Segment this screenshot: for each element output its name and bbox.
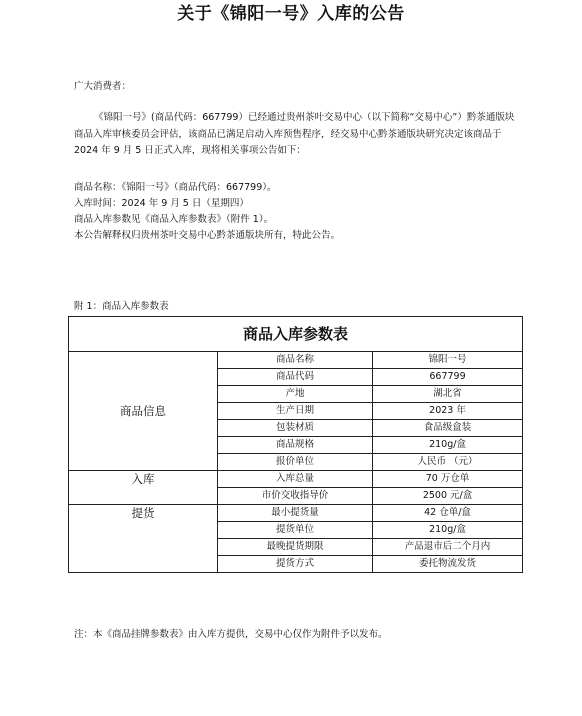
row-label: 市价交收指导价 (218, 488, 373, 505)
group-warehousing: 入库 (69, 471, 218, 505)
footnote: 注：本《商品挂牌参数表》由入库方提供，交易中心仅作为附件予以发布。 (74, 629, 388, 640)
detail-warehousing-time: 入库时间：2024 年 9 月 5 日（星期四） (74, 198, 249, 209)
row-value: 湖北省 (373, 386, 523, 403)
group-pickup: 提货 (69, 505, 218, 573)
detail-parameters-reference: 商品入库参数见《商品入库参数表》（附件 1）。 (74, 214, 274, 225)
row-label: 包装材质 (218, 420, 373, 437)
row-label: 入库总量 (218, 471, 373, 488)
table-caption-row (69, 317, 523, 352)
row-label: 商品规格 (218, 437, 373, 454)
row-value: 人民币 （元） (373, 454, 523, 471)
row-label: 商品代码 (218, 369, 373, 386)
row-value: 产品退市后二个月内 (373, 539, 523, 556)
row-label: 商品名称 (218, 352, 373, 369)
row-value: 食品级盒装 (373, 420, 523, 437)
row-label: 最晚提货期限 (218, 539, 373, 556)
table-row (69, 471, 523, 488)
table-row (69, 505, 523, 522)
parameters-table (68, 316, 523, 573)
row-value: 210g/盒 (373, 522, 523, 539)
row-value: 委托物流发货 (373, 556, 523, 573)
row-label: 产地 (218, 386, 373, 403)
body-paragraph (74, 110, 520, 160)
row-value: 2023 年 (373, 403, 523, 420)
row-value: 2500 元/盒 (373, 488, 523, 505)
row-label: 报价单位 (218, 454, 373, 471)
table-row (69, 352, 523, 369)
body-paragraph-text: 《锦阳一号》(商品代码：667799）已经通过贵州茶叶交易中心（以下简称“交易中心”）黔茶通版块商品入库审核委员会评估，该商品已满足启动入库预售程序，经交易中心黔茶通版块研究决定该商品于 2024 年 9 月 5 日正式入库，现将相关事项公告如下： (74, 112, 515, 156)
row-value: 667799 (373, 369, 523, 386)
table-caption: 商品入库参数表 (69, 317, 523, 352)
row-value: 锦阳一号 (373, 352, 523, 369)
salutation: 广大消费者： (74, 81, 132, 92)
row-label: 提货单位 (218, 522, 373, 539)
row-label: 生产日期 (218, 403, 373, 420)
row-value: 70 万仓单 (373, 471, 523, 488)
row-value: 210g/盒 (373, 437, 523, 454)
attachment-label: 附 1：商品入库参数表 (74, 301, 169, 312)
row-value: 42 仓单/盒 (373, 505, 523, 522)
group-product-info: 商品信息 (69, 352, 218, 471)
row-label: 提货方式 (218, 556, 373, 573)
detail-interpretation-rights: 本公告解释权归贵州茶叶交易中心黔茶通版块所有，特此公告。 (74, 230, 341, 241)
page-title: 关于《锦阳一号》入库的公告 (177, 4, 405, 24)
detail-product-name: 商品名称：《锦阳一号》（商品代码：667799）。 (74, 182, 277, 193)
row-label: 最小提货量 (218, 505, 373, 522)
